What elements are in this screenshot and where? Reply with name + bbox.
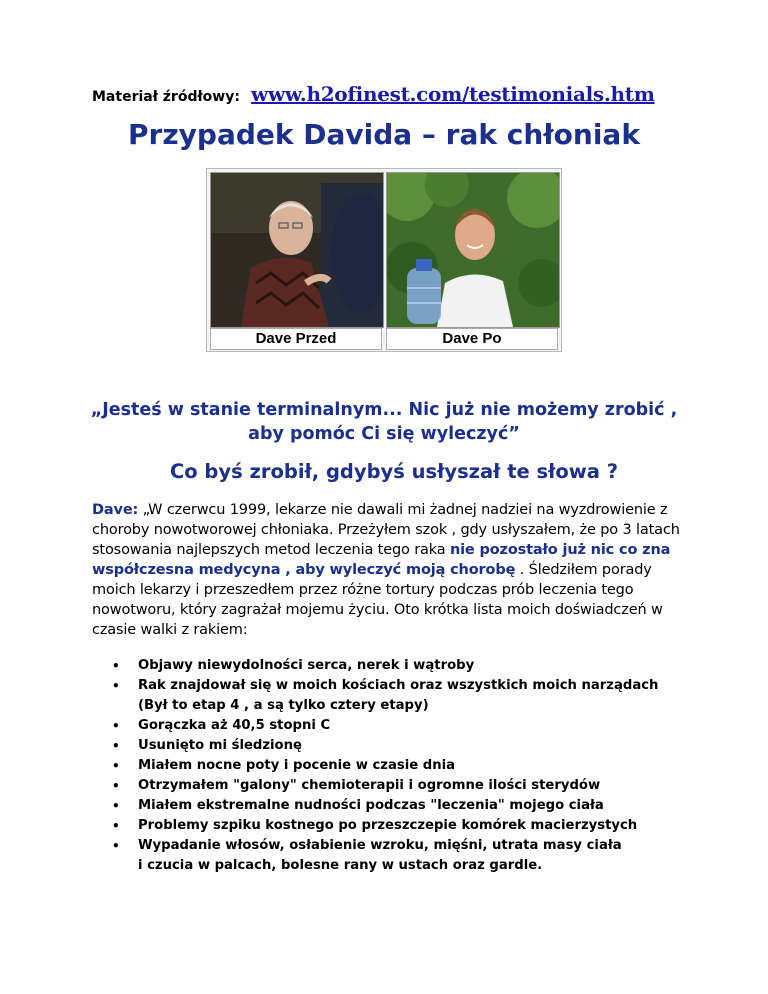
source-link[interactable]: www.h2ofinest.com/testimonials.htm — [251, 82, 655, 106]
paragraph-text-1: „W czerwcu 1999, lekarze nie dawali mi żadnej nadziei na wyzdrowienie z choroby nowotworowej chłoniaka. Przeżyłem szok , gdy usłyszałem, że po 3 latach stosowania najlepszych metod leczenia tego raka — [92, 502, 680, 558]
symptom-list — [112, 656, 672, 876]
quote-line-2: aby pomóc Ci się wyleczyć” — [248, 424, 520, 444]
photo-dave-after — [386, 172, 560, 328]
caption-before: Dave Przed — [210, 328, 382, 350]
list-item: • Otrzymałem "galony" chemioterapii i ogromne ilości sterydów — [112, 776, 672, 796]
page-title: Przypadek Davida – rak chłoniak — [128, 118, 640, 151]
caption-after: Dave Po — [386, 328, 558, 350]
list-item: • Usunięto mi śledzionę — [112, 736, 672, 756]
list-item: (Był to etap 4 , a są tylko cztery etapy) — [138, 698, 429, 713]
question-heading: Co byś zrobił, gdybyś usłyszał te słowa ? — [169, 460, 619, 483]
speaker-label: Dave: — [92, 502, 139, 518]
list-item: • Problemy szpiku kostnego po przeszczepie komórek macierzystych — [112, 816, 672, 836]
testimonial-paragraph — [92, 500, 692, 640]
photo-dave-before — [210, 172, 384, 328]
quote-line-1: „Jesteś w stanie terminalnym... Nic już nie możemy zrobić , — [90, 400, 678, 420]
photo-comparison-table — [206, 168, 562, 352]
list-item: • Miałem nocne poty i pocenie w czasie dnia — [112, 756, 672, 776]
source-line — [92, 82, 655, 106]
paragraph-text-2: . Śledziłem porady moich lekarzy i przeszedłem przez różne tortury podczas prób leczenia tego nowotworu, który zagrażał mojemu życiu. Oto krótka lista moich doświadczeń w czasie walki z rakiem: — [92, 562, 663, 638]
list-item: i czucia w palcach, bolesne rany w ustach oraz gardle. — [138, 858, 543, 873]
list-item: • Gorączka aż 40,5 stopni C — [112, 716, 672, 736]
list-item: • Wypadanie włosów, osłabienie wzroku, mięśni, utrata masy ciała — [112, 836, 672, 856]
list-item: • Rak znajdował się w moich kościach oraz wszystkich moich narządach — [112, 676, 672, 696]
list-item: • Objawy niewydolności serca, nerek i wątroby — [112, 656, 672, 676]
paragraph-emphasis: nie pozostało już nic co zna współczesna medycyna , aby wyleczyć moją chorobę — [92, 542, 671, 578]
list-item: • Miałem ekstremalne nudności podczas "leczenia" mojego ciała — [112, 796, 672, 816]
source-label: Materiał źródłowy: — [92, 89, 240, 105]
terminal-quote — [60, 398, 708, 446]
